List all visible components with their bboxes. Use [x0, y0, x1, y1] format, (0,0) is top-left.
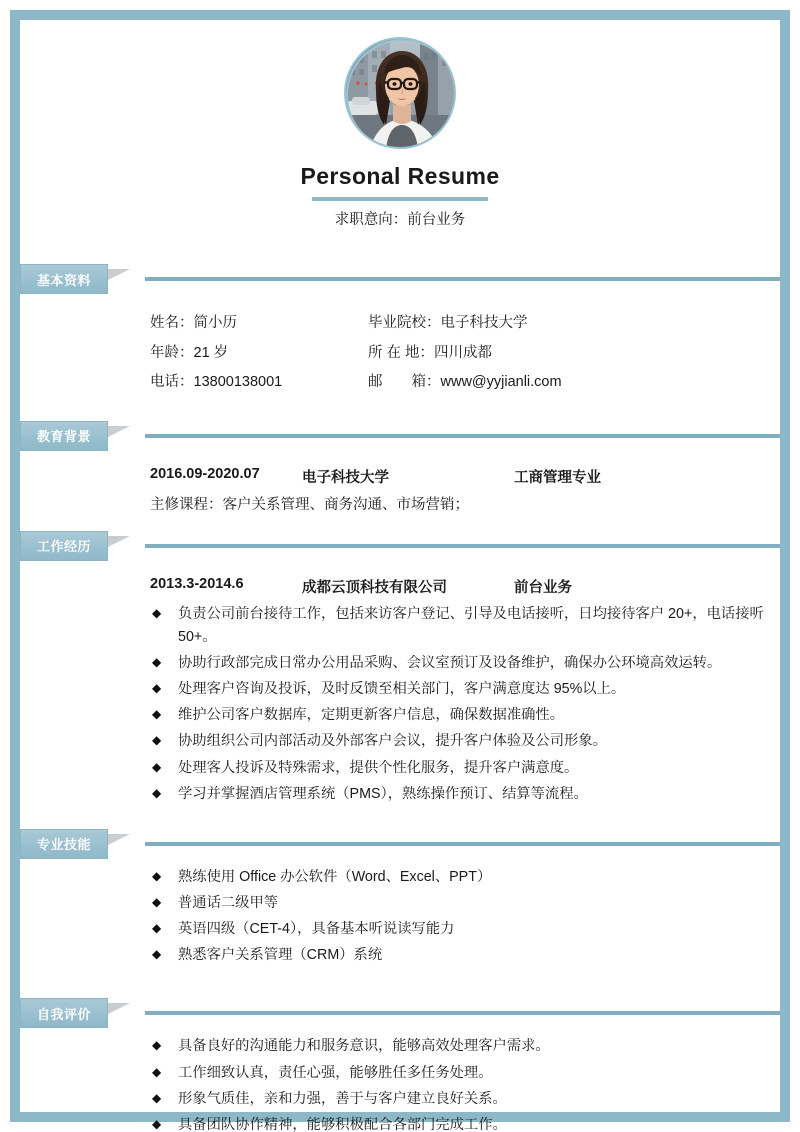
- field-phone: 电话：13800138001: [150, 374, 283, 391]
- basic-info-left-column: [150, 309, 368, 397]
- field-email: 邮 箱：www@yyjianli.com: [368, 374, 562, 391]
- bullet-diamond-icon: ◆: [152, 654, 162, 669]
- list-item-text: 协助行政部完成日常办公用品采购、会议室预订及设备维护，确保办公环境高效运转。: [178, 654, 722, 671]
- basic-info-body: [20, 295, 780, 397]
- bullet-diamond-icon: ◆: [152, 947, 162, 962]
- list-item: [150, 603, 774, 649]
- work-body: [20, 562, 780, 806]
- list-item-text: 普通话二级甲等: [178, 894, 279, 911]
- bullet-diamond-icon: ◆: [152, 1090, 162, 1105]
- work-bullet-list: [150, 597, 774, 806]
- section-basic-info: [20, 263, 780, 397]
- list-item: [150, 783, 774, 806]
- bullet-diamond-icon: ◆: [152, 733, 162, 748]
- field-age: 年龄：21 岁: [150, 344, 229, 361]
- avatar: [344, 37, 456, 149]
- work-role: 前台业务: [514, 579, 572, 596]
- tag-arrow-icon: [108, 536, 130, 547]
- section-work-experience: [20, 530, 780, 806]
- bullet-diamond-icon: ◆: [152, 681, 162, 696]
- section-rule: [145, 842, 780, 846]
- list-item: [150, 918, 774, 941]
- bullet-diamond-icon: ◆: [152, 707, 162, 722]
- bullet-diamond-icon: ◆: [152, 605, 162, 620]
- tag-arrow-icon: [108, 834, 130, 845]
- section-header-work: [20, 530, 780, 562]
- list-item: [150, 678, 774, 701]
- page-title: Personal Resume: [300, 163, 500, 189]
- list-item-text: 熟悉客户关系管理（CRM）系统: [178, 947, 383, 964]
- list-item: [150, 730, 774, 753]
- list-item-text: 具备团队协作精神，能够积极配合各部门完成工作。: [178, 1116, 507, 1132]
- list-item-text: 维护公司客户数据库，定期更新客户信息，确保数据准确性。: [178, 707, 565, 724]
- tag-arrow-icon: [108, 1003, 130, 1014]
- field-name: 姓名：简小历: [150, 315, 237, 332]
- basic-info-right-column: [368, 309, 562, 397]
- section-tag-skills: 专业技能: [20, 829, 108, 859]
- education-school: 电子科技大学: [302, 469, 389, 486]
- section-tag-basic: 基本资料: [20, 264, 108, 294]
- section-rule: [145, 277, 780, 281]
- list-item-text: 处理客户咨询及投诉，及时反馈至相关部门，客户满意度达 95%以上。: [178, 681, 626, 698]
- list-item: [150, 1062, 774, 1085]
- list-item-text: 工作细致认真，责任心强，能够胜任多任务处理。: [178, 1064, 493, 1081]
- list-item: [150, 704, 774, 727]
- list-item: [150, 944, 774, 967]
- section-tag-education: 教育背景: [20, 421, 108, 451]
- job-objective: 求职意向：前台业务: [334, 212, 466, 229]
- work-company: 成都云顶科技有限公司: [302, 579, 447, 596]
- work-entry-header: [150, 562, 774, 597]
- section-header-education: [20, 420, 780, 452]
- list-item: [150, 1088, 774, 1111]
- list-item: [150, 892, 774, 915]
- section-self-evaluation: [20, 997, 780, 1132]
- bullet-diamond-icon: ◆: [152, 1038, 162, 1053]
- list-item-text: 熟练使用 Office 办公软件（Word、Excel、PPT）: [178, 868, 492, 885]
- section-tag-self: 自我评价: [20, 998, 108, 1028]
- bullet-diamond-icon: ◆: [152, 921, 162, 936]
- title-underline: [312, 197, 488, 201]
- section-rule: [145, 434, 780, 438]
- list-item-text: 英语四级（CET-4），具备基本听说读写能力: [178, 921, 455, 938]
- education-body: [20, 452, 780, 514]
- tag-arrow-icon: [108, 426, 130, 437]
- field-school: 毕业院校：电子科技大学: [368, 315, 528, 332]
- profile-photo-icon: [346, 39, 456, 149]
- list-item: [150, 652, 774, 675]
- list-item-text: 协助组织公司内部活动及外部客户会议，提升客户体验及公司形象。: [178, 733, 607, 750]
- section-education: [20, 420, 780, 514]
- section-rule: [145, 1011, 780, 1015]
- section-tag-work: 工作经历: [20, 531, 108, 561]
- list-item: [150, 866, 774, 889]
- bullet-diamond-icon: ◆: [152, 868, 162, 883]
- section-skills: [20, 828, 780, 968]
- title-block: [20, 164, 780, 229]
- education-entry-header: [150, 452, 774, 487]
- skills-bullet-list: [150, 860, 774, 968]
- resume-header: [20, 20, 780, 229]
- section-rule: [145, 544, 780, 548]
- work-date: 2013.3-2014.6: [150, 575, 244, 592]
- field-location: 所 在 地：四川成都: [368, 344, 493, 361]
- bullet-diamond-icon: ◆: [152, 1116, 162, 1131]
- list-item-text: 负责公司前台接待工作，包括来访客户登记、引导及电话接听，日均接待客户 20+，电话接听 50+。: [178, 605, 764, 645]
- education-date: 2016.09-2020.07: [150, 465, 260, 482]
- skills-body: [20, 860, 780, 968]
- tag-arrow-icon: [108, 269, 130, 280]
- section-header-skills: [20, 828, 780, 860]
- bullet-diamond-icon: ◆: [152, 894, 162, 909]
- list-item: [150, 1035, 774, 1058]
- bullet-diamond-icon: ◆: [152, 759, 162, 774]
- section-header-self: [20, 997, 780, 1029]
- bullet-diamond-icon: ◆: [152, 1064, 162, 1079]
- self-bullet-list: [150, 1029, 774, 1132]
- list-item: [150, 1114, 774, 1132]
- list-item-text: 具备良好的沟通能力和服务意识，能够高效处理客户需求。: [178, 1038, 550, 1055]
- self-body: [20, 1029, 780, 1132]
- list-item: [150, 757, 774, 780]
- education-major: 工商管理专业: [514, 469, 601, 486]
- list-item-text: 学习并掌握酒店管理系统（PMS），熟练操作预订、结算等流程。: [178, 785, 588, 802]
- list-item-text: 处理客人投诉及特殊需求，提供个性化服务，提升客户满意度。: [178, 759, 579, 776]
- resume-content: [20, 20, 780, 1132]
- list-item-text: 形象气质佳，亲和力强，善于与客户建立良好关系。: [178, 1090, 507, 1107]
- section-header-basic: [20, 263, 780, 295]
- education-courses: 主修课程：客户关系管理、商务沟通、市场营销；: [150, 496, 469, 513]
- bullet-diamond-icon: ◆: [152, 785, 162, 800]
